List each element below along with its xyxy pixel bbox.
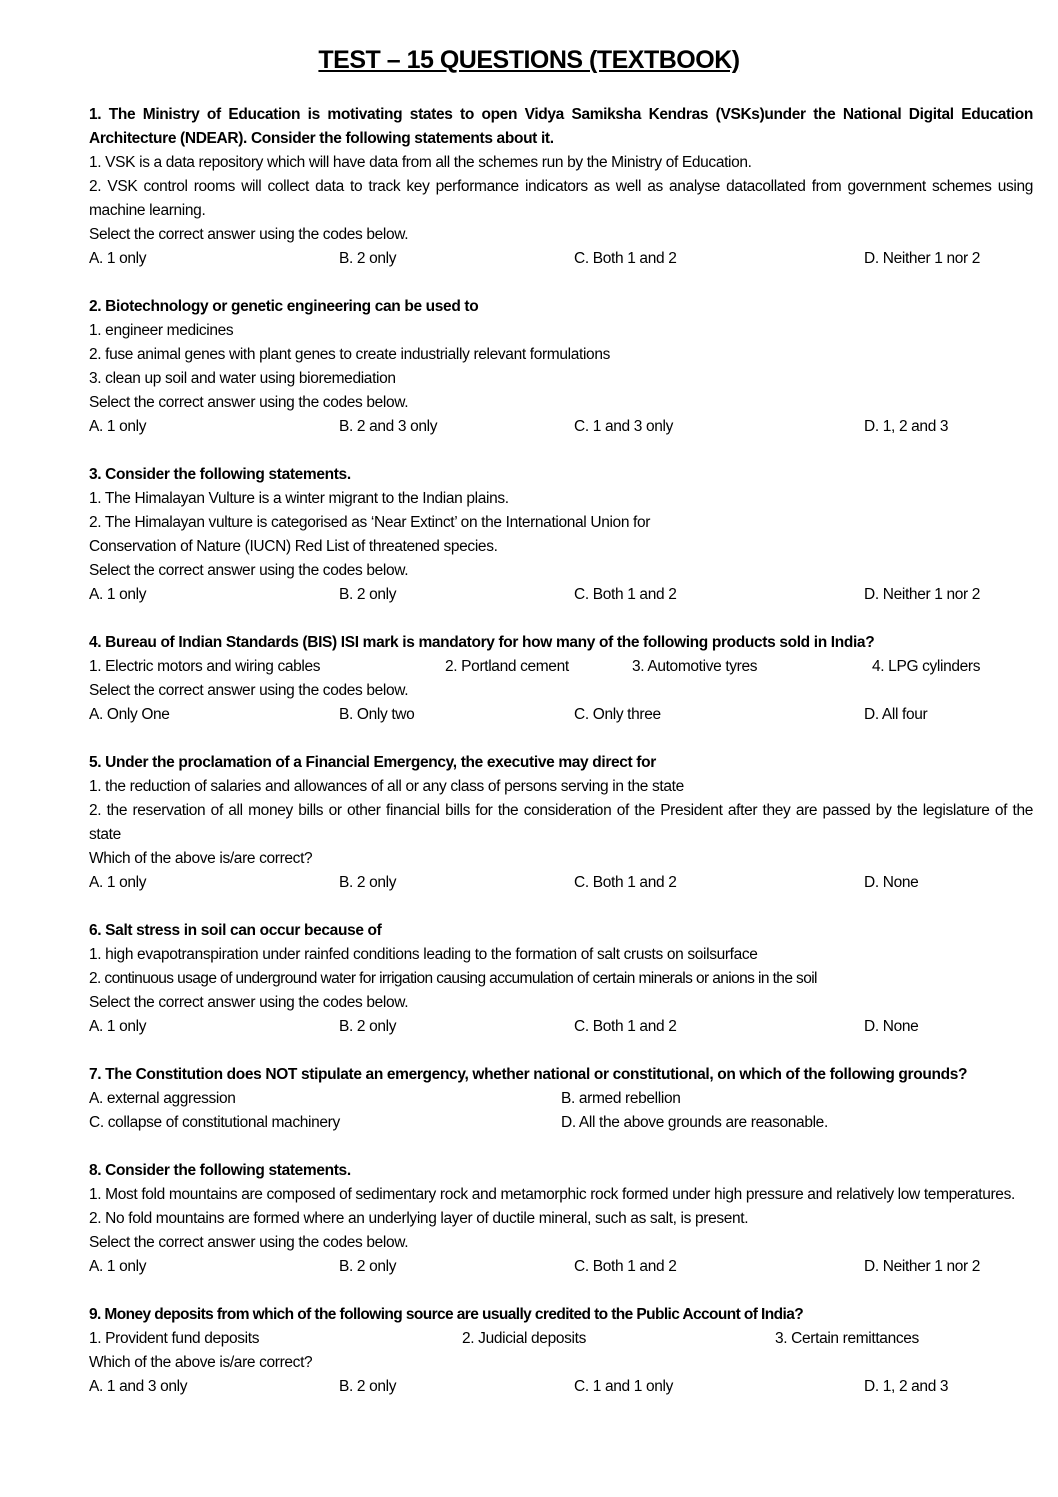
option-b: B. 2 only [339,874,397,891]
option-b: B. armed rebellion [561,1090,681,1107]
question-text: 2. Biotechnology or genetic engineering can be used to [89,298,479,315]
statement: 2. Portland cement [445,658,569,675]
answer-prompt: Which of the above is/are correct? [89,850,313,867]
option-d: D. Neither 1 nor 2 [864,1258,981,1275]
option-d: D. 1, 2 and 3 [864,1378,949,1395]
option-a: A. 1 only [89,586,147,603]
option-c: C. Both 1 and 2 [574,874,677,891]
statement: 1. the reduction of salaries and allowances of all or any class of persons serving in the state [89,778,684,795]
option-a: A. 1 only [89,1018,147,1035]
options [89,247,1033,271]
option-c: C. Both 1 and 2 [574,1258,677,1275]
options [89,1015,1033,1039]
option-a: A. 1 only [89,874,147,891]
statement: 3. Automotive tyres [632,658,758,675]
options [89,1255,1033,1279]
statement: 2. the reservation of all money bills or other financial bills for the consideration of the President after they are passed by the legislature of the state [89,802,1033,843]
option-b: B. 2 only [339,1378,397,1395]
question-text: 8. Consider the following statements. [89,1162,351,1179]
answer-prompt: Select the correct answer using the codes below. [89,562,409,579]
statements-row [89,1327,1033,1351]
statement: 1. engineer medicines [89,322,234,339]
question-text: 3. Consider the following statements. [89,466,351,483]
statement: 2. The Himalayan vulture is categorised as ‘Near Extinct’ on the International Union for [89,514,651,531]
question-8 [89,1159,1033,1279]
option-b: B. 2 only [339,586,397,603]
statement: 1. Most fold mountains are composed of sedimentary rock and metamorphic rock formed under high pressure and relatively low temperatures. [89,1186,1015,1203]
question-6 [89,919,1033,1039]
question-5 [89,751,1033,895]
statement: 3. Certain remittances [775,1330,919,1347]
option-d: D. All the above grounds are reasonable. [561,1114,828,1131]
options [89,415,1033,439]
option-a: A. 1 only [89,1258,147,1275]
option-a: A. 1 only [89,250,147,267]
options [89,583,1033,607]
option-c: C. 1 and 1 only [574,1378,674,1395]
statement: 3. clean up soil and water using bioremediation [89,370,396,387]
options [89,871,1033,895]
option-d: D. None [864,1018,919,1035]
option-a: A. 1 and 3 only [89,1378,188,1395]
statement: 2. No fold mountains are formed where an underlying layer of ductile mineral, such as salt, is present. [89,1210,749,1227]
statement: 2. fuse animal genes with plant genes to create industrially relevant formulations [89,346,610,363]
question-text: 4. Bureau of Indian Standards (BIS) ISI mark is mandatory for how many of the following products sold in India? [89,634,875,651]
question-text: 1. The Ministry of Education is motivating states to open Vidya Samiksha Kendras (VSKs)under the National Digital Education Architecture (NDEAR). Consider the following statements about it. [89,106,1033,147]
question-3 [89,463,1033,607]
options [89,703,1033,727]
answer-prompt: Select the correct answer using the codes below. [89,1234,409,1251]
option-d: D. All four [864,706,928,723]
option-d: D. Neither 1 nor 2 [864,586,981,603]
statement: 2. Judicial deposits [462,1330,586,1347]
option-d: D. 1, 2 and 3 [864,418,949,435]
option-b: B. Only two [339,706,415,723]
question-text: 9. Money deposits from which of the following source are usually credited to the Public Account of India? [89,1306,804,1323]
option-b: B. 2 and 3 only [339,418,438,435]
question-list [89,103,1033,1423]
question-2 [89,295,1033,439]
question-4 [89,631,1033,727]
option-d: D. Neither 1 nor 2 [864,250,981,267]
answer-prompt: Which of the above is/are correct? [89,1354,313,1371]
option-a: A. 1 only [89,418,147,435]
statement: 1. VSK is a data repository which will have data from all the schemes run by the Ministry of Education. [89,154,752,171]
answer-prompt: Select the correct answer using the codes below. [89,682,409,699]
option-b: B. 2 only [339,1258,397,1275]
option-c: C. Both 1 and 2 [574,586,677,603]
option-a: A. external aggression [89,1090,236,1107]
option-c: C. Both 1 and 2 [574,250,677,267]
option-b: B. 2 only [339,250,397,267]
statement: 1. The Himalayan Vulture is a winter migrant to the Indian plains. [89,490,509,507]
statement: 1. Provident fund deposits [89,1330,260,1347]
question-text: 5. Under the proclamation of a Financial Emergency, the executive may direct for [89,754,656,771]
option-c: C. collapse of constitutional machinery [89,1114,340,1131]
statement: 1. high evapotranspiration under rainfed conditions leading to the formation of salt crusts on soilsurface [89,946,758,963]
statement: 4. LPG cylinders [872,658,981,675]
statement: 1. Electric motors and wiring cables [89,658,321,675]
options-row [89,1111,1033,1135]
answer-prompt: Select the correct answer using the codes below. [89,226,409,243]
statement: 2. continuous usage of underground water for irrigation causing accumulation of certain minerals or anions in the soil [89,970,817,987]
options [89,1375,1033,1399]
answer-prompt: Select the correct answer using the codes below. [89,394,409,411]
question-text: 6. Salt stress in soil can occur because of [89,922,382,939]
option-b: B. 2 only [339,1018,397,1035]
document-title: TEST – 15 QUESTIONS (TEXTBOOK) [318,46,740,74]
statement: Conservation of Nature (IUCN) Red List of threatened species. [89,538,498,555]
option-c: C. 1 and 3 only [574,418,674,435]
options-row [89,1087,1033,1111]
option-c: C. Only three [574,706,661,723]
question-7 [89,1063,1033,1135]
question-text: 7. The Constitution does NOT stipulate an emergency, whether national or constitutional, on which of the following grounds? [89,1066,968,1083]
option-c: C. Both 1 and 2 [574,1018,677,1035]
answer-prompt: Select the correct answer using the codes below. [89,994,409,1011]
option-d: D. None [864,874,919,891]
statements-row [89,655,1033,679]
option-a: A. Only One [89,706,170,723]
question-1 [89,103,1033,271]
statement: 2. VSK control rooms will collect data to track key performance indicators as well as analyse datacollated from government schemes using machine learning. [89,178,1033,219]
question-9 [89,1303,1033,1399]
